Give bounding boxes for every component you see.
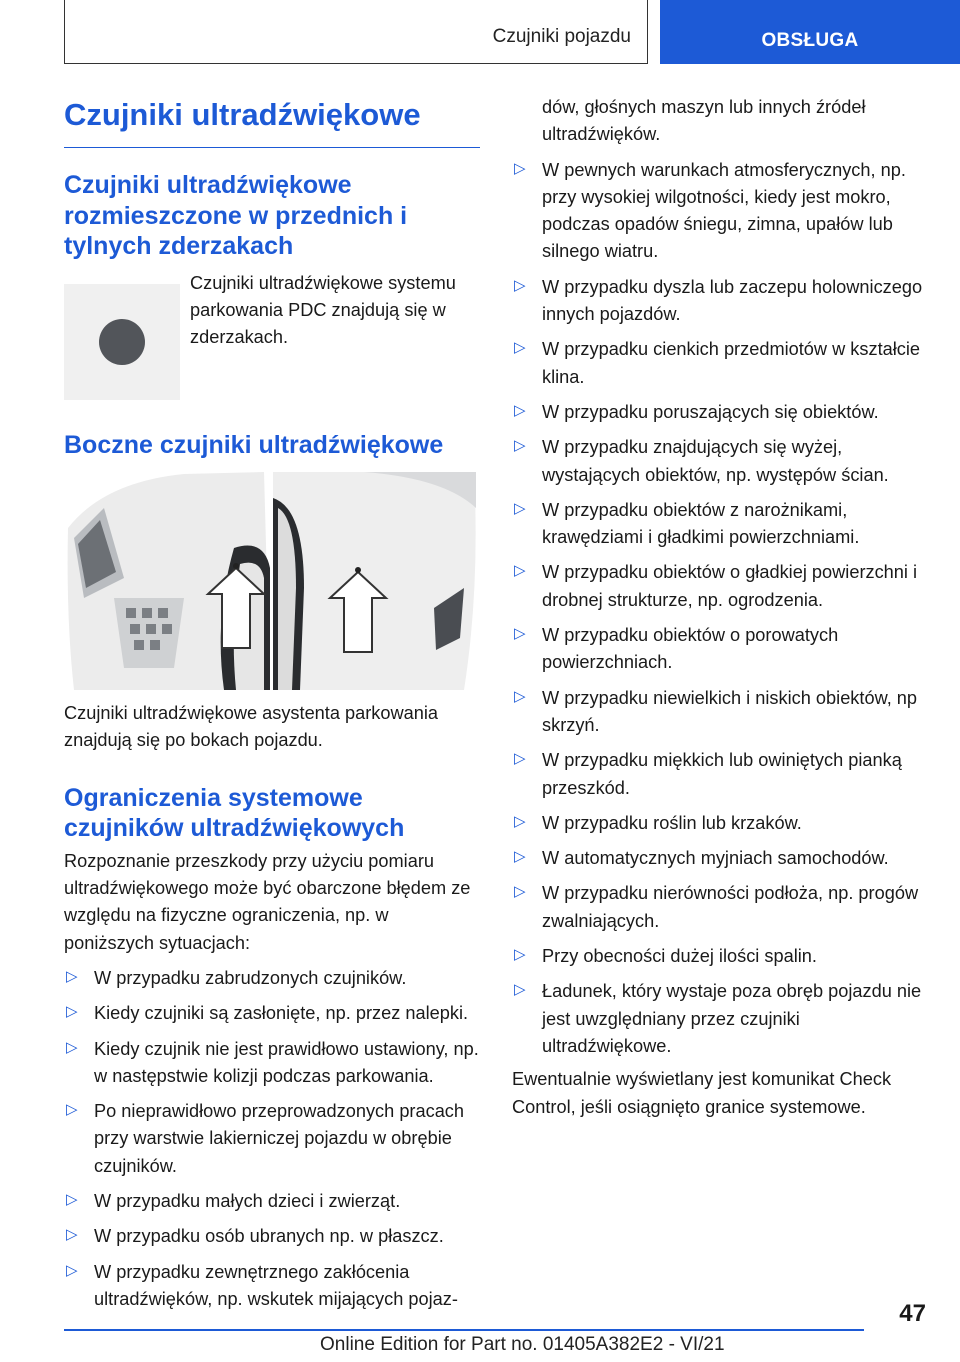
section2-heading: Boczne czujniki ultradźwiękowe [64,430,444,459]
list-item: ▷ W przypadku zabrudzonych czujników. [66,967,407,988]
list-item: ▷ W przypadku osób ubranych np. w płaszcz. [66,1226,444,1247]
triangle-bullet-icon: ▷ [66,1003,78,1021]
list-item: ▷ Kiedy czujnik nie jest prawidłowo ustawiony, np. w następstwie kolizji podczas parkowania. [66,1038,479,1086]
sensor-figure-row [64,270,480,400]
triangle-bullet-icon: ▷ [514,562,526,580]
section3-intro: Rozpoznanie przeszkody przy użyciu pomiaru ultradźwiękowego może być obarczone błędem ze względu na fizyczne ograniczenia, np. w poniższych sytuacjach: [64,850,471,953]
list-item: ▷ W przypadku poruszających się obiektów. [514,401,879,422]
section1-heading: Czujniki ultradźwiękowe rozmieszczone w przednich i tylnych zderzakach [64,171,408,261]
list-item: ▷ W przypadku obiektów z narożnikami, krawędziami i gładkimi powierzchniami. [514,499,860,548]
list-item: ▷ Kiedy czujniki są zasłonięte, np. przez nalepki. [66,1003,469,1024]
triangle-bullet-icon: ▷ [514,946,526,964]
list-item: ▷ W przypadku małych dzieci i zwierząt. [66,1191,401,1212]
limitations-list-left [64,965,480,1313]
list-item: ▷ W przypadku nierówności podłoża, np. progów zwalniających. [514,883,919,931]
triangle-bullet-icon: ▷ [514,812,526,830]
list-item: ▷ Ładunek, który wystaje poza obręb pojazdu nie jest uwzględniany przez czujniki ultradźwiękowe. [514,981,922,1056]
triangle-bullet-icon: ▷ [514,883,526,901]
page-title: Czujniki ultradźwiękowe [64,96,480,148]
triangle-bullet-icon: ▷ [514,339,526,357]
ultrasonic-sensor-icon [99,319,145,365]
section2-text: Czujniki ultradźwiękowe asystenta parkowania znajdują się po bokach pojazdu. [64,703,439,751]
closing-text: Ewentualnie wyświetlany jest komunikat Check Control, jeśli osiągnięto granice systemowe. [512,1069,892,1117]
header-chapter-tab [660,0,960,64]
triangle-bullet-icon: ▷ [66,1191,78,1209]
triangle-bullet-icon: ▷ [514,981,526,999]
triangle-bullet-icon: ▷ [66,1038,78,1056]
list-item: ▷ Przy obecności dużej ilości spalin. [514,946,817,967]
list-item: ▷ W przypadku dyszla lub zaczepu holowniczego innych pojazdów. [514,276,923,325]
triangle-bullet-icon: ▷ [514,499,526,517]
list-item: ▷ W przypadku niewielkich i niskich obiektów, np skrzyń. [514,687,918,735]
list-item: ▷ W przypadku zewnętrznego zakłócenia ultradźwięków, np. wskutek mijających pojaz- [66,1261,458,1309]
triangle-bullet-icon: ▷ [66,1101,78,1119]
limitations-list-right [512,157,928,1061]
list-item: ▷ W automatycznych myjniach samochodów. [514,848,889,869]
triangle-bullet-icon: ▷ [66,1226,78,1244]
right-column [512,96,928,1121]
section1-text: Czujniki ultradźwiękowe systemu parkowania PDC znajdują się w zderzakach. [190,272,456,348]
triangle-bullet-icon: ▷ [514,276,526,294]
triangle-bullet-icon: ▷ [514,750,526,768]
header-chapter-label: OBSŁUGA [761,30,859,51]
list-item: ▷ Po nieprawidłowo przeprowadzonych pracach przy warstwie lakierniczej pojazdu w obrębie czujników. [66,1101,465,1176]
list-item: ▷ W przypadku roślin lub krzaków. [514,812,802,833]
list-item: ▷ W przypadku znajdujących się wyżej, wystających obiektów, np. występów ścian. [514,437,889,485]
list-item: ▷ W przypadku obiektów o gładkiej powierzchni i drobnej strukturze, np. ogrodzenia. [514,562,918,610]
triangle-bullet-icon: ▷ [66,967,78,985]
section3-heading: Ograniczenia systemowe czujników ultradźwiękowych [64,783,405,843]
left-column [64,96,480,1313]
triangle-bullet-icon: ▷ [514,159,526,177]
triangle-bullet-icon: ▷ [514,437,526,455]
triangle-bullet-icon: ▷ [514,625,526,643]
header-box [64,0,648,64]
triangle-bullet-icon: ▷ [514,848,526,866]
side-sensors-image [64,468,480,690]
list-item-continuation: dów, głośnych maszyn lub innych źródeł ultradźwięków. [542,97,866,145]
triangle-bullet-icon: ▷ [514,401,526,419]
list-item: ▷ W pewnych warunkach atmosferycznych, np. przy wysokiej wilgotności, kiedy jest mokro, podczas opadów śniegu, zimna, upałów lub silnego wiatru. [514,159,906,262]
list-item: ▷ W przypadku obiektów o porowatych powierzchniach. [514,625,839,673]
footer-edition: Online Edition for Part no. 01405A382E2 - VI/21 [320,1334,725,1355]
list-item: ▷ W przypadku cienkich przedmiotów w kształcie klina. [514,339,921,387]
triangle-bullet-icon: ▷ [66,1261,78,1279]
page-number: 47 [899,1300,926,1327]
footer-divider [64,1329,864,1331]
list-item: ▷ W przypadku miękkich lub owiniętych pianką przeszkód. [514,750,902,798]
sensor-image [64,284,180,400]
triangle-bullet-icon: ▷ [514,687,526,705]
header-section-title: Czujniki pojazdu [492,26,631,47]
